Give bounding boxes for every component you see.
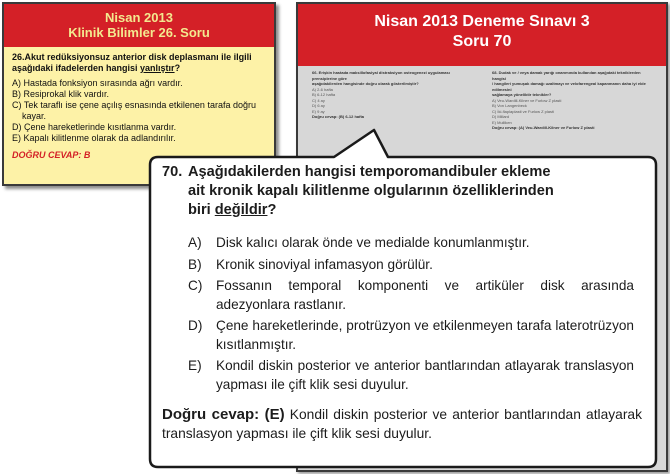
callout-question: 70. Aşağıdakilerden hangisi temporomandibuler ekleme ait kronik kapalı kilitlenme olgularının özelliklerinden biri değildir? [162, 164, 554, 218]
correct-answer [162, 405, 642, 443]
option-b: B) Kronik sinoviyal infamasyon görülür. [188, 256, 433, 272]
right-card-title: Nisan 2013 Deneme Sınavı 3 [374, 13, 590, 30]
left-card-answer: DOĞRU CEVAP: B [12, 150, 91, 160]
option-e: E) Kondil diskin posterior ve anterior bantlarından atlayarak translasyon yapması ile çift klik sesi duyulur. [188, 358, 634, 392]
left-card-title: Nisan 2013 [105, 10, 173, 25]
options-list [188, 234, 634, 397]
question-number: 70. [162, 164, 183, 180]
thumb-column-right: 68. Dudak ve / veya damak yarığı onarımında kullanılan aşağıdaki tekniklerden hangisi / hangileri yumuşak damağı uzaltmayı ve velofarengeal kapanmanın daha iyi elde edilmesini sağlamaya yöneliktir teknikler? A) Veu-Wardill-Kilner ve Furlow Z plasti B) Von Langenbeck C) İki-flaplaplasti ve Furlow Z plasti D) Millard E) Mulliken Doğru cevap: (A) Veu-Wardill-Kilner ve Furlow Z plasti [492, 70, 646, 130]
correct-answer-text: Kondil diskin posterior ve anterior bantlarından atlayarak translasyon yapması ile çift klik sesi duyulur. [162, 407, 642, 441]
left-card-option: D) Çene hareketlerinde kısıtlanma vardır. [12, 122, 177, 132]
callout-content [150, 157, 656, 467]
right-card-subtitle: Soru 70 [452, 33, 512, 50]
left-card-option: E) Kapalı kilitlenme olarak da adlandırılır. [12, 133, 176, 143]
left-card-question: 26.Akut redüksiyonsuz anterior disk deplasmanı ile ilgili aşağıdaki ifadelerden hangisi yanlıştır? [12, 52, 252, 73]
option-c: C) Fossanın temporal komponenti ve artiküler disk arasında adezyonlara rastlanır. [188, 278, 634, 312]
question-negation: değildir [214, 202, 268, 218]
correct-answer-label: Doğru cevap: (E) [162, 406, 285, 423]
left-card-option: B) Resiprokal klik vardır. [12, 89, 110, 99]
left-card-negation: yanlıştır [140, 63, 175, 73]
left-card-option: A) Hastada fonksiyon sırasında ağrı vardır. [12, 78, 183, 88]
option-a: A) Disk kalıcı olarak önde ve medialde konumlanmıştır. [188, 235, 530, 250]
left-card-subtitle: Klinik Bilimler 26. Soru [68, 25, 210, 40]
thumb-column-left: 66. Erişkin hastada maksillofasiyal distraksiyon osteogenezi uygulaması prensiplerine göre aşağıdakilerden hangisinde doğru olarak gösterilmiştir? A) 2-6 hafta B) 6-12 hafta C) 4 ay D) 6 ay E) 9 ay Doğru cevap: (B) 6-12 hafta [312, 70, 450, 119]
left-card-option: C) Tek taraflı ise çene açılış esnasında etkilenen tarafa doğru kayar. [12, 100, 256, 121]
option-d: D) Çene hareketlerinde, protrüzyon ve etkilenmeyen tarafa laterotrüzyon kısıtlanmıştır. [188, 318, 634, 352]
